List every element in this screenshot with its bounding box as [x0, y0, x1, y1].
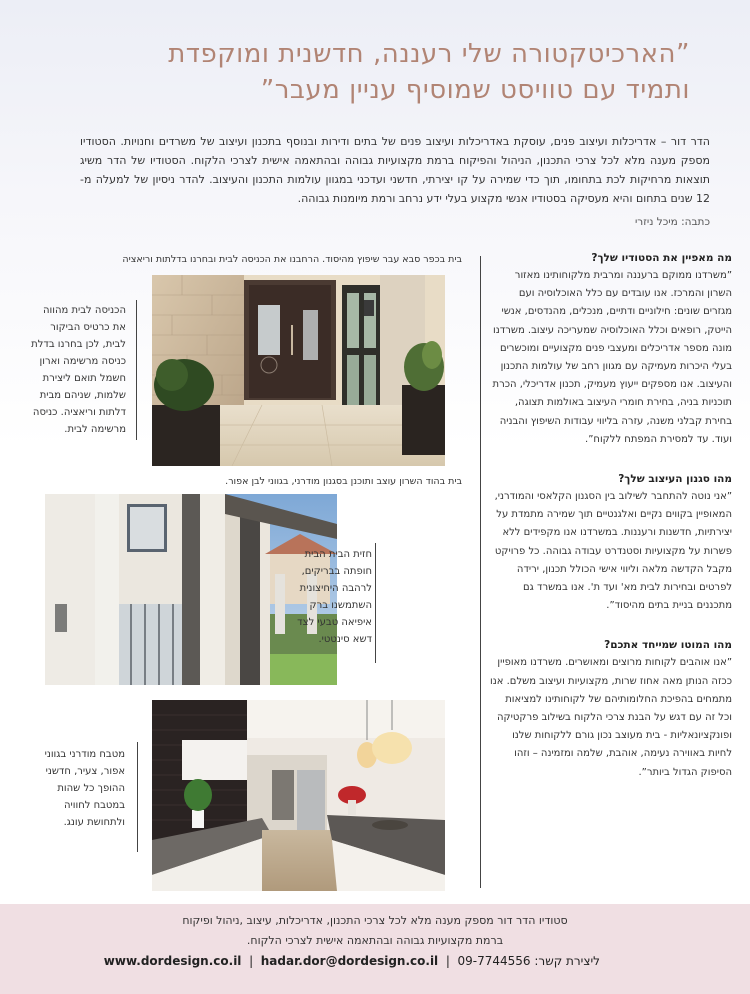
entrance-photo [152, 275, 445, 466]
byline: כתבה: מיכל ניזרי [634, 216, 710, 228]
photo-1-note-line [136, 300, 137, 440]
answer-2: ”אני נוטה להתחבר לשילוב בין הסגנון הקלאסי והמודרני, המאופיין בקווים נקיים ואלגנטיים תוך שמירה מתמדת על יצירתיות, חדשנות ורעננות. במשרדנו אנו מקפידים ללא פשרות על מקצועיות וסטנדרט עבודה גבוהה. כל פרויקט מקבל הקדשה מלאה וליווי אישי הכולל תכנון, ירידה לפרטים ובחירות לבית מא' ועד ת'. אנו במשרד גם מתכננים בניית בתים מהיסוד”. [494, 491, 732, 612]
question-3: מהו המוטו שמייחד אתכם? [604, 639, 732, 652]
answer-3: ”אנו אוהבים לקוחות מרוצים ומאושרים. משרדנו מאופיין ככזה הנותן מאה אחוז שרות, מקצועיות ועיצוב משלם. אנו מתמחים בהפיכת החלומותיהם של לקוחותינו למציאות וכל זה עם דגש על הבנת צרכי הלקוח בשילוב פרקטיקה ופונקציונאליות - בית מעוצב נכון גורם ללקוחות שלנו לחיות באווירה נעימה, אוהבת, שלמה ומזמינה – וזהו הסיפוק הגדול ביותר”. [490, 657, 732, 778]
photo-1-note: הכניסה לבית מהווה את כרטיס הביקור לבית, לכן בחרנו בדלת כניסה מרשימה וארון חשמל תואם ליצירת שלמות, שניהם מבית דלתות וריאציה. כניסה מרשימה לבית. [31, 305, 126, 435]
intro-paragraph: הדר דור – אדריכלות ועיצוב פנים, עוסקת באדריכלות ועיצוב פנים של בתים ודירות ובנוסף בתכנון ועיצוב של משרדים וחנויות. הסטודיו מספק מענה מלא לכל צרכי התכנון, הניהול והפיקוח ברמת מקצועיות גבוהה ובהתאמה אישית לצרכי הלקוח. הסטודיו של הדר משיג תוצאות מרחיקות לכת בתחומו, תוך כדי שמירה על קו יצירתי, חדשני ועדכני במגוון עולמות התכנון והעיצוב. להדר ניסיון של למעלה מ- 12 שנים בתחום והיא מעסיקה בסטודיו אנשי מקצוע בעלי ידע נרחב ורמת מיומנות גבוהה. [80, 135, 710, 205]
footer-line-1: סטודיו הדר דור מספק מענה מלא לכל צרכי התכנון, אדריכלות, עיצוב ,ניהול ופיקוח [182, 914, 568, 927]
email-link[interactable]: hadar.dor@dordesign.co.il [260, 954, 439, 968]
question-2: מהו סגנון העיצוב שלך? [618, 473, 732, 486]
footer-line-2: ברמת מקצועיות גבוהה ובהתאמה אישית לצרכי הלקוח. [246, 934, 504, 947]
kitchen-photo [152, 700, 445, 891]
question-1: מה מאפיין את הסטודיו שלך? [591, 252, 732, 264]
photo-2-note: חזית הבית הבית חופתה בבריקים, לרהבה היחיצונית השתמשנו ברק איפיאה טבעי לצד דשא סינטטי. [297, 549, 372, 645]
photo-2-note-line [375, 543, 376, 663]
headline-line-2: ותמיד עם טוויסט שמוסיף עניין מעבר” [260, 75, 690, 105]
footer [0, 904, 750, 994]
footer-contact: ליצירת קשר: 09-7744556 | hadar.dor@dordesign.co.il | www.dordesign.co.il [103, 954, 600, 968]
phone[interactable]: 09-7744556 [457, 954, 531, 968]
photo-3-note: מטבח מודרני בגווני אפור, צעיר, חדשני ההופך כל שהות במטבח לחוויה ולתחושת עונג. [44, 749, 125, 828]
contact-label: ליצירת קשר: [534, 954, 600, 968]
answer-1: ”משרדנו ממוקם ברעננה ומרבית מלקוחותינו מאזור השרון והמרכז. אנו עובדים עם כלל האוכלוסיה ועם מגזרים שונים: חילוניים ודתיים, מנכלים, מהנדסים, אנשי הייטק, רופאים וכלל האוכלוסיה שמעריכה עיצוב. משרדנו מונה מספר אדריכלים ומעצבי פנים מקצועיים ומוכשרים בעלי היכרות מעמיקה עם מגוון רחב של עולמות התכנון והעיצוב. אנו מספקים ייעוץ מעמיק, תכנון אדריכלי, הכרת תוכניות בניה, בחירת חומרי העיצוב באולמות תצוגה, בחירת קבלני משנה, עזרה בליווי עבודות השיפוץ והבניה ועוד. עד למסירת המפתח ללקוח”. [492, 270, 732, 445]
photo-3-note-line [137, 742, 138, 852]
photo-2-caption: בית בהוד השרון עוצב ותוכנן בסגנון מודרני, בגווני לבן אפור. [225, 476, 462, 487]
photo-1-caption: בית בכפר סבא עבר שיפוץ מהיסוד. הרחבנו את הכניסה לבית ובחרנו בדלתות וריאציה [122, 254, 462, 265]
headline [70, 36, 690, 108]
column-divider [480, 256, 481, 888]
qa-column [489, 250, 732, 782]
headline-line-1: ”הארכיטקטורה שלי רעננה, חדשנית ומוקפדת [168, 39, 690, 69]
website-link[interactable]: www.dordesign.co.il [103, 954, 242, 968]
